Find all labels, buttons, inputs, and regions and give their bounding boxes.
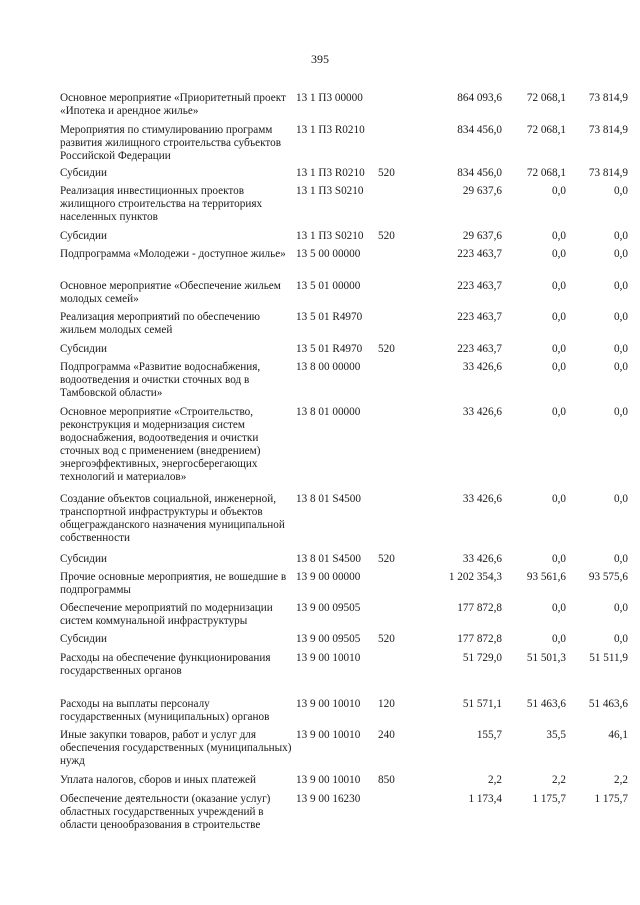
- row-value-3: 0,0: [614, 493, 628, 505]
- row-value-1: 834 456,0: [457, 167, 502, 179]
- row-value-2: 0,0: [552, 406, 566, 418]
- row-name: Подпрограмма «Молодежи - доступное жилье»: [60, 248, 286, 260]
- row-code: 13 9 00 10010: [296, 652, 361, 664]
- row-value-1: 2,2: [488, 774, 502, 786]
- row-value-3: 2,2: [614, 774, 628, 786]
- row-value-2: 0,0: [552, 602, 566, 614]
- row-name: Субсидии: [60, 230, 107, 242]
- row-value-1: 29 637,6: [462, 185, 502, 197]
- row-value-3: 73 814,9: [588, 92, 628, 104]
- row-code: 13 5 01 R4970: [296, 343, 363, 355]
- row-name: Иные закупки товаров, работ и услуг для обеспечения государственных (муниципальных) нужд: [60, 729, 292, 767]
- row-name: Основное мероприятие «Обеспечение жильем молодых семей»: [60, 280, 281, 305]
- row-code: 13 9 00 09505: [296, 602, 361, 614]
- row-value-3: 0,0: [614, 633, 628, 645]
- row-value-1: 29 637,6: [462, 230, 502, 242]
- row-value-2: 72 068,1: [526, 92, 566, 104]
- row-name: Создание объектов социальной, инженерной, транспортной инфраструктуры и объектов общегражданского назначения муниципальной собственности: [60, 493, 285, 544]
- row-kind: 120: [378, 698, 395, 710]
- row-value-3: 0,0: [614, 248, 628, 260]
- row-value-1: 223 463,7: [457, 311, 502, 323]
- row-code: 13 1 П3 S0210: [296, 185, 364, 197]
- row-value-3: 0,0: [614, 185, 628, 197]
- row-code: 13 8 00 00000: [296, 361, 361, 373]
- row-code: 13 8 01 S4500: [296, 553, 361, 565]
- row-value-2: 0,0: [552, 361, 566, 373]
- row-name: Субсидии: [60, 553, 107, 565]
- row-value-2: 1 175,7: [532, 793, 566, 805]
- row-kind: 520: [378, 553, 395, 565]
- row-value-1: 177 872,8: [457, 602, 502, 614]
- row-value-1: 33 426,6: [462, 361, 502, 373]
- row-value-1: 864 093,6: [457, 92, 502, 104]
- row-value-1: 223 463,7: [457, 280, 502, 292]
- row-code: 13 9 00 00000: [296, 571, 361, 583]
- row-value-2: 0,0: [552, 311, 566, 323]
- row-name: Подпрограмма «Развитие водоснабжения, водоотведения и очистки сточных вод в Тамбовской области»: [60, 361, 261, 399]
- row-name: Обеспечение мероприятий по модернизации систем коммунальной инфраструктуры: [60, 602, 273, 627]
- row-value-2: 0,0: [552, 493, 566, 505]
- row-value-3: 0,0: [614, 230, 628, 242]
- row-code: 13 8 01 00000: [296, 406, 361, 418]
- row-value-2: 35,5: [546, 729, 566, 741]
- row-name: Прочие основные мероприятия, не вошедшие в подпрограммы: [60, 571, 287, 596]
- row-name: Расходы на выплаты персоналу государственных (муниципальных) органов: [60, 698, 270, 723]
- row-value-3: 46,1: [608, 729, 628, 741]
- row-code: 13 9 00 10010: [296, 774, 361, 786]
- row-value-1: 33 426,6: [462, 406, 502, 418]
- row-value-3: 0,0: [614, 602, 628, 614]
- row-kind: 850: [378, 774, 395, 786]
- row-value-2: 72 068,1: [526, 124, 566, 136]
- row-kind: 240: [378, 729, 395, 741]
- row-value-2: 0,0: [552, 230, 566, 242]
- row-kind: 520: [378, 230, 395, 242]
- row-code: 13 1 П3 R0210: [296, 124, 365, 136]
- row-kind: 520: [378, 343, 395, 355]
- row-value-3: 0,0: [614, 343, 628, 355]
- row-value-2: 51 463,6: [526, 698, 566, 710]
- row-code: 13 1 П3 R0210: [296, 167, 365, 179]
- page-number: 395: [311, 52, 329, 66]
- row-value-1: 1 202 354,3: [448, 571, 502, 583]
- row-value-1: 834 456,0: [457, 124, 502, 136]
- row-value-3: 0,0: [614, 406, 628, 418]
- row-name: Основное мероприятие «Приоритетный проект «Ипотека и арендное жилье»: [60, 92, 286, 117]
- row-value-1: 51 729,0: [462, 652, 502, 664]
- row-name: Субсидии: [60, 633, 107, 645]
- row-value-2: 0,0: [552, 343, 566, 355]
- row-name: Расходы на обеспечение функционирования государственных органов: [60, 652, 271, 677]
- row-name: Субсидии: [60, 167, 107, 179]
- row-value-2: 0,0: [552, 248, 566, 260]
- row-name: Субсидии: [60, 343, 107, 355]
- row-code: 13 9 00 10010: [296, 698, 361, 710]
- row-value-1: 177 872,8: [457, 633, 502, 645]
- row-value-3: 73 814,9: [588, 167, 628, 179]
- row-code: 13 9 00 10010: [296, 729, 361, 741]
- row-value-3: 51 511,9: [589, 652, 628, 664]
- row-value-1: 33 426,6: [462, 493, 502, 505]
- row-name: Основное мероприятие «Строительство, реконструкция и модернизация систем водоснабжения, водоотведения и очистки сточных вод с применением (внедрением) энергоэффективных, энергосберегающих технологий и материалов»: [60, 406, 261, 483]
- row-code: 13 1 П3 00000: [296, 92, 363, 104]
- row-value-2: 93 561,6: [526, 571, 566, 583]
- row-name: Уплата налогов, сборов и иных платежей: [60, 774, 256, 786]
- row-name: Реализация мероприятий по обеспечению жильем молодых семей: [60, 311, 261, 336]
- row-value-3: 73 814,9: [588, 124, 628, 136]
- row-value-3: 0,0: [614, 280, 628, 292]
- row-value-1: 223 463,7: [457, 343, 502, 355]
- row-value-3: 0,0: [614, 553, 628, 565]
- row-code: 13 5 00 00000: [296, 248, 361, 260]
- row-value-2: 0,0: [552, 185, 566, 197]
- row-code: 13 1 П3 S0210: [296, 230, 364, 242]
- row-code: 13 5 01 R4970: [296, 311, 363, 323]
- row-value-1: 155,7: [476, 729, 502, 741]
- row-name: Мероприятия по стимулированию программ развития жилищного строительства субъектов Российской Федерации: [60, 124, 282, 162]
- row-value-2: 72 068,1: [526, 167, 566, 179]
- row-value-2: 0,0: [552, 553, 566, 565]
- row-value-2: 2,2: [552, 774, 566, 786]
- row-value-1: 51 571,1: [462, 698, 502, 710]
- row-value-1: 1 173,4: [468, 793, 502, 805]
- row-value-3: 0,0: [614, 361, 628, 373]
- row-kind: 520: [378, 633, 395, 645]
- row-value-3: 1 175,7: [594, 793, 628, 805]
- row-kind: 520: [378, 167, 395, 179]
- row-value-1: 33 426,6: [462, 553, 502, 565]
- row-name: Реализация инвестиционных проектов жилищного строительства на территориях населенных пунктов: [60, 185, 263, 223]
- row-value-3: 51 463,6: [588, 698, 628, 710]
- row-value-3: 93 575,6: [588, 571, 628, 583]
- row-value-1: 223 463,7: [457, 248, 502, 260]
- row-value-2: 0,0: [552, 280, 566, 292]
- row-value-2: 51 501,3: [526, 652, 566, 664]
- row-value-2: 0,0: [552, 633, 566, 645]
- row-value-3: 0,0: [614, 311, 628, 323]
- row-code: 13 8 01 S4500: [296, 493, 361, 505]
- row-code: 13 9 00 16230: [296, 793, 361, 805]
- row-name: Обеспечение деятельности (оказание услуг) областных государственных учреждений в области ценообразования в строительстве: [60, 793, 271, 831]
- row-code: 13 9 00 09505: [296, 633, 361, 645]
- row-code: 13 5 01 00000: [296, 280, 361, 292]
